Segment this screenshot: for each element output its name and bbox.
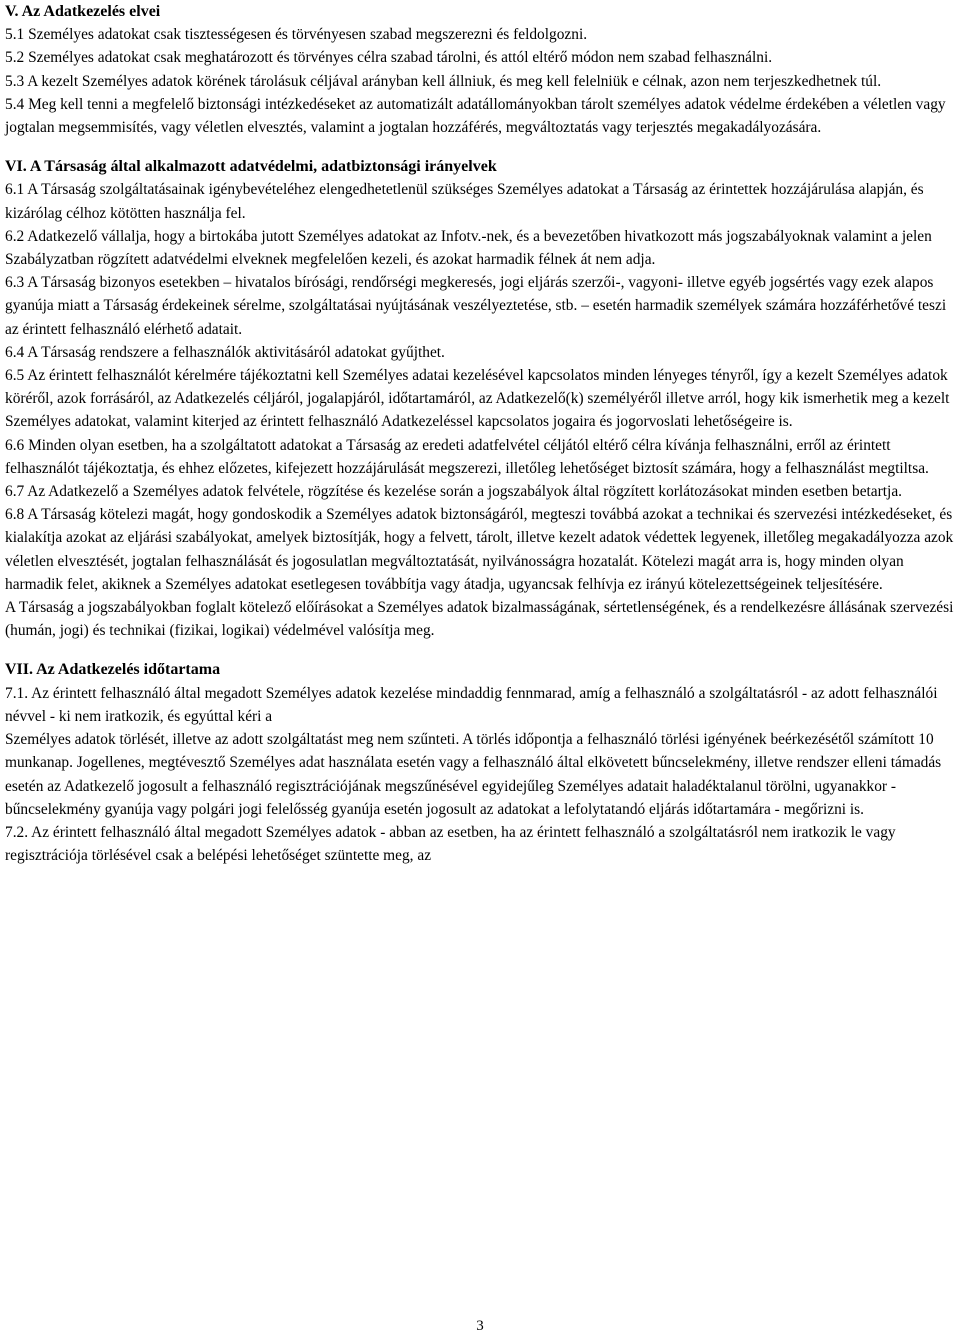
section-7-heading: VII. Az Adatkezelés időtartama	[5, 661, 221, 679]
paragraph-6-3: 6.3 A Társaság bizonyos esetekben – hivatalos bírósági, rendőrségi megkeresés, jogi eljárás szerzői-, vagyoni- illetve egyéb jogsértés vagy ezek alapos gyanúja miatt a Társaság érdekeinek sérelme, szolgáltatásai nyújtásának veszélyeztetése, stb. – esetén harmadik személyek számára hozzáférhetővé teszi az érintett felhasználó elérhető adatait.	[5, 274, 947, 338]
page-number: 3	[476, 1318, 484, 1334]
section-6-heading: VI. A Társaság által alkalmazott adatvédelmi, adatbiztonsági irányelvek	[5, 158, 497, 176]
paragraph-6-6: 6.6 Minden olyan esetben, ha a szolgáltatott adatokat a Társaság az eredeti adatfelvétel céljától eltérő célra kívánja felhasználni, erről az érintett felhasználót tájékoztatja, és ehhez előzetes, kifejezett hozzájárulását megszerezi, illetőleg lehetőséget biztosít számára, hogy a felhasználást megtiltsa.	[5, 436, 929, 477]
paragraph-7-1: 7.1. Az érintett felhasználó által megadott Személyes adatok kezelése mindaddig fennmarad, amíg a felhasználó a szolgáltatásról - az adott felhasználói névvel - ki nem iratkozik, és egyúttal kéri a	[5, 684, 938, 725]
paragraph-6-8: 6.8 A Társaság kötelezi magát, hogy gondoskodik a Személyes adatok biztonságáról, megteszi továbbá azokat a technikai és szervezési intézkedéseket, és kialakítja azokat az eljárási szabályokat, amelyek biztosítják, hogy a felvett, tárolt, illetve kezelt adatok védettek legyenek, illetőleg megakadályozza azok véletlen elvesztését, jogtalan felhasználását és jogosulatlan megváltoztatását, nyilvánosságra hozatalát. Kötelezi magát arra is, hogy minden olyan harmadik felet, akiknek a Személyes adatokat esetlegesen továbbítja vagy átadja, ugyancsak felhívja ez irányú kötelezettségeinek teljesítésére.	[5, 506, 954, 593]
paragraph-5-3: 5.3 A kezelt Személyes adatok körének tárolásuk céljával arányban kell állniuk, és meg kell felelniük e célnak, azon nem terjeszkedhetnek túl.	[5, 72, 882, 90]
paragraph-6-4: 6.4 A Társaság rendszere a felhasználók aktivitásáról adatokat gyűjthet.	[5, 343, 445, 361]
section-5-heading: V. Az Adatkezelés elvei	[5, 3, 161, 20]
paragraph-5-4: 5.4 Meg kell tenni a megfelelő biztonsági intézkedéseket az automatizált adatállományokban tárolt személyes adatok védelme érdekében a véletlen vagy jogtalan megsemmisítés, vagy véletlen elvesztés, valamint a jogtalan hozzáférés, megváltoztatás vagy terjesztés megakadályozására.	[5, 95, 946, 137]
document-page	[5, 0, 955, 867]
paragraph-6-closing: A Társaság a jogszabályokban foglalt kötelező előírásokat a Személyes adatok bizalmasságának, sértetlenségének, és a rendelkezésre állásának szervezési (humán, jogi) és technikai (fizikai, logikai) védelmével valósítja meg.	[5, 599, 954, 640]
paragraph-6-2: 6.2 Adatkezelő vállalja, hogy a birtokába jutott Személyes adatokat az Infotv.-nek, és a bevezetőben hivatkozott más jogszabályoknak valamint a jelen Szabályzatban rögzített adatvédelmi elveknek megfelelően kezeli, és azokat harmadik félnek át nem adja.	[5, 227, 932, 269]
section-gap	[5, 642, 955, 658]
paragraph-7-2: 7.2. Az érintett felhasználó által megadott Személyes adatok - abban az esetben, ha az érintett felhasználó a szolgáltatásról nem iratkozik le vagy regisztrációja törlésével csak a belépési lehetőséget szüntette meg, az	[5, 823, 896, 865]
section-gap	[5, 139, 955, 155]
paragraph-5-2: 5.2 Személyes adatokat csak meghatározott és törvényes célra szabad tárolni, és attól eltérő módon nem szabad felhasználni.	[5, 49, 773, 67]
paragraph-6-7: 6.7 Az Adatkezelő a Személyes adatok felvétele, rögzítése és kezelése során a jogszabályok által rögzített korlátozásokat minden esetben betartja.	[5, 483, 902, 501]
paragraph-5-1: 5.1 Személyes adatokat csak tisztességesen és törvényesen szabad megszerezni és feldolgozni.	[5, 26, 588, 44]
paragraph-7-1-continued: Személyes adatok törlését, illetve az adott szolgáltatást meg nem szűnteti. A törlés időpontja a felhasználó törlési igényének beérkezésétől számított 10 munkanap. Jogellenes, megtévesztő Személyes adat használata esetén vagy a felhasználó által elkövetett bűncselekmény, illetve rendszer elleni támadás esetén az Adatkezelő jogosult a felhasználó regisztrációjának megszűnésével egyidejűleg Személyes adatait haladéktalanul törölni, ugyanakkor - bűncselekmény gyanúja vagy polgári jogi felelősség gyanúja esetén jogosult az adatokat a lefolytatandó eljárás időtartamára - megőrizni is.	[5, 731, 942, 818]
paragraph-6-5: 6.5 Az érintett felhasználót kérelmére tájékoztatni kell Személyes adatai kezelésével kapcsolatos minden lényeges tényről, így a kezelt Személyes adatok köréről, azok forrásáról, az Adatkezelés céljáról, jogalapjáról, időtartamáról, az Adatkezelő(k) személyéről illetve arról, hogy kik ismerhetik meg a kezelt Személyes adatokat, valamint kiterjed az érintett felhasználó Adatkezeléssel kapcsolatos jogaira és jogorvoslati lehetőségeire is.	[5, 367, 950, 431]
paragraph-6-1: 6.1 A Társaság szolgáltatásainak igénybevételéhez elengedhetetlenül szükséges Személyes adatokat a Társaság az érintettek hozzájárulása alapján, és kizárólag célhoz kötötten használja fel.	[5, 181, 924, 222]
